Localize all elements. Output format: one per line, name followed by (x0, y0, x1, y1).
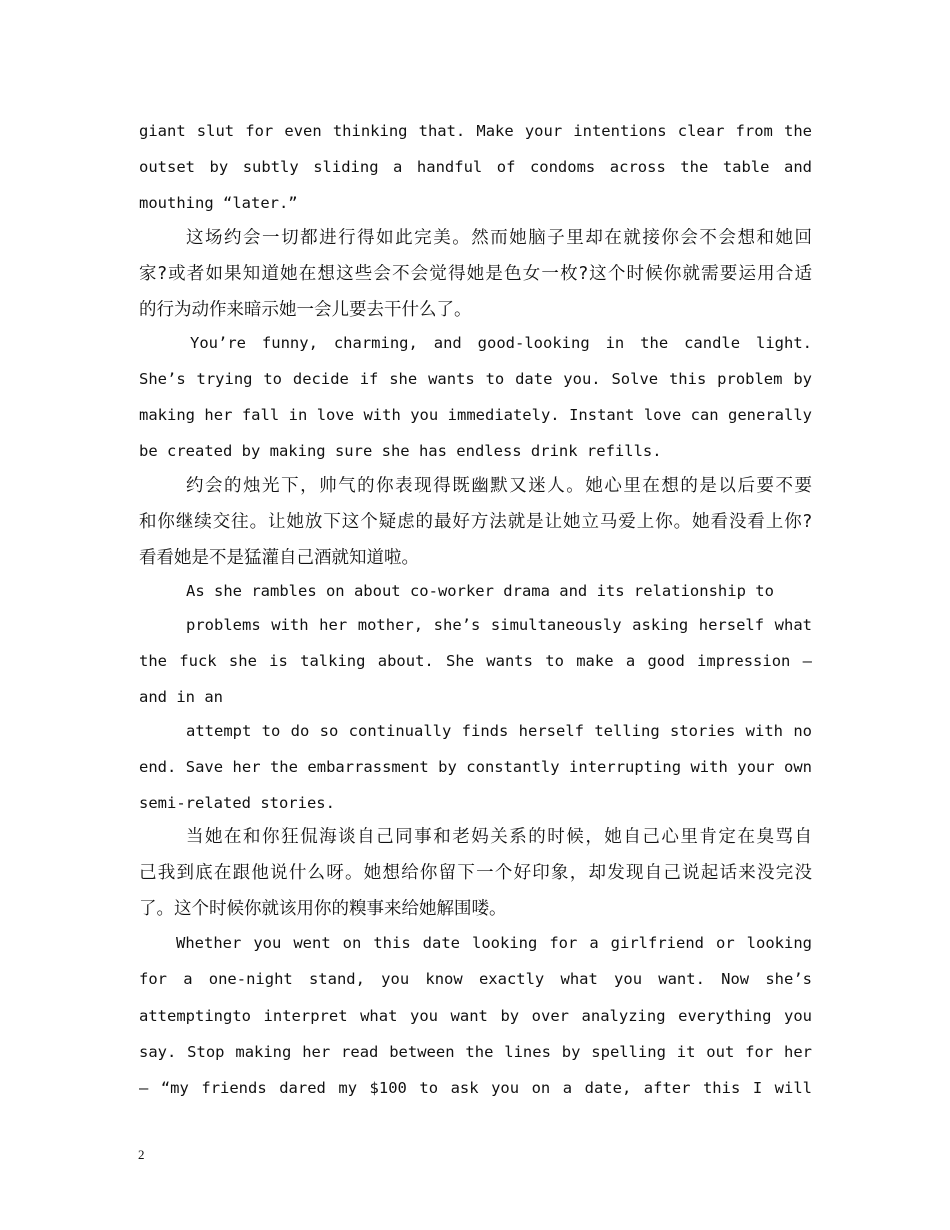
text-line: for a one-night stand, you know exactly what you want. Now she’s (139, 970, 812, 988)
text-line: 看看她是不是猛灌自己酒就知道啦。 (139, 548, 419, 568)
text-line: semi-related stories. (139, 794, 335, 812)
text-line: end. Save her the embarrassment by constantly interrupting with your own (139, 758, 812, 776)
text-line: be created by making sure she has endless drink refills. (139, 442, 662, 460)
text-line: 和你继续交往。让她放下这个疑虑的最好方法就是让她立马爱上你。她看没看上你? (139, 512, 812, 532)
text-line: 约会的烛光下，帅气的你表现得既幽默又迷人。她心里在想的是以后要不要 (186, 476, 812, 496)
text-line: 当她在和你狂侃海谈自己同事和老妈关系的时候，她自己心里肯定在臭骂自 (186, 827, 812, 847)
text-line: making her fall in love with you immediately. Instant love can generally (139, 406, 812, 424)
text-line: outset by subtly sliding a handful of condoms across the table and (139, 158, 812, 176)
text-line: attemptingto interpret what you want by over analyzing everything you (139, 1007, 812, 1025)
text-line: giant slut for even thinking that. Make your intentions clear from the (139, 122, 812, 140)
text-line: — “my friends dared my $100 to ask you on a date, after this I will (139, 1079, 812, 1097)
text-line: 家?或者如果知道她在想这些会不会觉得她是色女一枚?这个时候你就需要运用合适 (139, 264, 812, 284)
text-line: 这场约会一切都进行得如此完美。然而她脑子里却在就接你会不会想和她回 (186, 228, 812, 248)
text-line: mouthing “later.” (139, 194, 298, 212)
text-line: She’s trying to decide if she wants to date you. Solve this problem by (139, 370, 812, 388)
text-line: You’re funny, charming, and good-looking in the candle light. (190, 334, 812, 352)
text-line: say. Stop making her read between the lines by spelling it out for her (139, 1043, 812, 1061)
text-line: attempt to do so continually finds herself telling stories with no (186, 722, 812, 740)
text-line: 的行为动作来暗示她一会儿要去干什么了。 (139, 300, 472, 320)
text-line: 了。这个时候你就该用你的糗事来给她解围喽。 (139, 899, 507, 919)
text-line: the fuck she is talking about. She wants to make a good impression — (139, 652, 812, 670)
text-line: Whether you went on this date looking for a girlfriend or looking (176, 934, 812, 952)
text-line: As she rambles on about co-worker drama and its relationship to (186, 582, 774, 600)
text-line: and in an (139, 688, 223, 706)
text-line: 己我到底在跟他说什么呀。她想给你留下一个好印象，却发现自己说起话来没完没 (139, 863, 812, 883)
page-number: 2 (138, 1147, 145, 1162)
text-line: problems with her mother, she’s simultaneously asking herself what (186, 616, 812, 634)
